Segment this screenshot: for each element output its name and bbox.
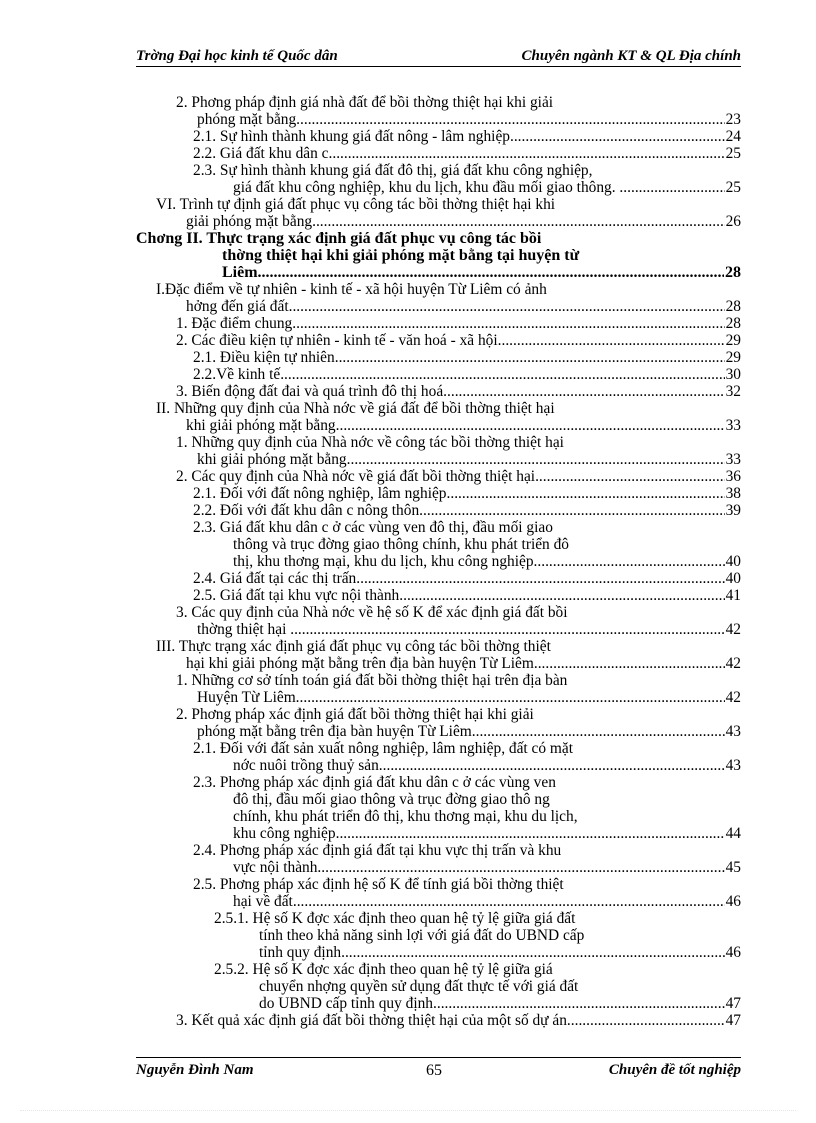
page-header xyxy=(136,48,741,68)
toc-line: vực nội thành. ..... 45 xyxy=(233,859,741,876)
toc-chapter-line: thờng thiệt hại khi giải phóng mặt bằng tại huyện từ xyxy=(222,247,580,264)
toc-line: giá đất khu công nghiệp, khu du lịch, khu đầu mối giao thông. . ..... 25 xyxy=(233,179,741,196)
toc-line: phóng mặt bằng trên địa bàn huyện Từ Liêm. ..... 43 xyxy=(197,723,741,740)
toc-line: hại khi giải phóng mặt bằng trên địa bàn huyện Từ Liêm. ..... 42 xyxy=(186,655,741,672)
toc-line: giải phóng mặt bằng. ..... 26 xyxy=(186,213,741,230)
toc-line: chuyển nhợng quyền sử dụng đất thực tế với giá đất xyxy=(259,978,579,995)
toc-line: Huyện Từ Liêm. ..... 42 xyxy=(197,689,741,706)
toc-line: III. Thực trạng xác định giá đất phục vụ công tác bồi thờng thiệt xyxy=(156,638,551,655)
footer-doc-type: Chuyên đề tốt nghiệp xyxy=(608,1062,741,1078)
toc-line: 2.5. Giá đất tại khu vực nội thành. ..... 41 xyxy=(193,587,741,604)
toc-line: 2. Các điều kiện tự nhiên - kinh tế - văn hoá - xã hội. ..... 29 xyxy=(176,332,741,349)
toc-line: nớc nuôi trồng thuỷ sản. ..... 43 xyxy=(233,757,741,774)
toc-line: 2.5.2. Hệ số K đợc xác định theo quan hệ tỷ lệ giữa giá xyxy=(214,961,553,978)
toc-line: 1. Những quy định của Nhà nớc về công tác bồi thờng thiệt hại xyxy=(176,434,564,451)
toc-line: 2.2. Giá đất khu dân c. ..... 25 xyxy=(193,145,741,162)
toc-line: hại về đất. ..... 46 xyxy=(233,893,741,910)
toc-line: phóng mặt bằng. ..... 23 xyxy=(197,111,741,128)
toc-line: thị, khu thơng mại, khu du lịch, khu công nghiệp. ..... 40 xyxy=(233,553,741,570)
toc-line: 2.1. Điều kiện tự nhiên. ..... 29 xyxy=(193,349,741,366)
page-number: 65 xyxy=(426,1062,442,1079)
toc-line: hởng đến giá đất. ..... 28 xyxy=(186,298,741,315)
toc-line: 2.2.Về kinh tế. ..... 30 xyxy=(193,366,741,383)
toc-line: II. Những quy định của Nhà nớc về giá đất để bồi thờng thiệt hại xyxy=(156,400,555,417)
toc-line: khi giải phóng mặt bằng. ..... 33 xyxy=(186,417,741,434)
header-major: Chuyên ngành KT & QL Địa chính xyxy=(521,48,741,64)
toc-line: 3. Biến động đất đai và quá trình đô thị hoá. ..... 32 xyxy=(176,383,741,400)
toc-line: 2.3. Phơng pháp xác định giá đất khu dân c ở các vùng ven xyxy=(193,774,556,791)
header-rule xyxy=(136,66,741,67)
toc-chapter-line: Liêm ..... 28 xyxy=(222,264,741,281)
toc-line: 3. Các quy định của Nhà nớc về hệ số K để xác định giá đất bồi xyxy=(176,604,568,621)
toc-line: 2.1. Đối với đất sản xuất nông nghiệp, lâm nghiệp, đất có mặt xyxy=(193,740,574,757)
toc-line: 2. Các quy định của Nhà nớc về giá đất bồi thờng thiệt hại ..... 36 xyxy=(176,468,741,485)
toc-line: tỉnh quy định. ..... 46 xyxy=(259,944,741,961)
toc-line: thờng thiệt hại . ..... 42 xyxy=(197,621,741,638)
toc-line: 2.1. Sự hình thành khung giá đất nông - lâm nghiệp. ..... 24 xyxy=(193,128,741,145)
toc-line: chính, khu phát triển đô thị, khu thơng mại, khu du lịch, xyxy=(233,808,578,825)
page-footer xyxy=(136,1062,741,1082)
toc-line: do UBND cấp tỉnh quy định. ..... 47 xyxy=(259,995,741,1012)
toc-line: 2.5. Phơng pháp xác định hệ số K để tính giá bồi thờng thiệt xyxy=(193,876,564,893)
toc-line: 2. Phơng pháp định giá nhà đất để bồi thờng thiệt hại khi giải xyxy=(176,94,554,111)
header-university: Trờng Đại học kinh tế Quốc dân xyxy=(136,48,338,64)
toc-line: thông và trục đờng giao thông chính, khu phát triển đô xyxy=(233,536,569,553)
footer-author: Nguyễn Đình Nam xyxy=(136,1062,254,1078)
toc-line: 2.1. Đối với đất nông nghiệp, lâm nghiệp. ..... 38 xyxy=(193,485,741,502)
toc-line: 2.5.1. Hệ số K đợc xác định theo quan hệ tỷ lệ giữa giá đất xyxy=(214,910,576,927)
toc-line: 2.4. Giá đất tại các thị trấn. ..... 40 xyxy=(193,570,741,587)
toc-line: 2.2. Đối với đất khu dân c nông thôn. ..... 39 xyxy=(193,502,741,519)
toc-line: 2.3. Giá đất khu dân c ở các vùng ven đô thị, đầu mối giao xyxy=(193,519,553,536)
toc-line: I.Đặc điểm về tự nhiên - kinh tế - xã hội huyện Từ Liêm có ảnh xyxy=(156,281,547,298)
toc-line: 1. Đặc điểm chung. ..... 28 xyxy=(176,315,741,332)
toc-line: 3. Kết quả xác định giá đất bồi thờng thiệt hại của một số dự án. ..... 47 xyxy=(176,1012,741,1029)
toc-line: 2.4. Phơng pháp xác định giá đất tại khu vực thị trấn và khu xyxy=(193,842,562,859)
toc-line: 2.3. Sự hình thành khung giá đất đô thị, giá đất khu công nghiệp, xyxy=(193,162,593,179)
toc-line: 1. Những cơ sở tính toán giá đất bồi thờng thiệt hại trên địa bàn xyxy=(176,672,568,689)
toc-chapter-line: Chơng II. Thực trạng xác định giá đất phục vụ công tác bồi xyxy=(136,230,542,247)
toc-line: VI. Trình tự định giá đất phục vụ công tác bồi thờng thiệt hại khi xyxy=(156,196,556,213)
toc-line: tính theo khả năng sinh lợi với giá đất do UBND cấp xyxy=(259,927,585,944)
bottom-dotted-rule xyxy=(20,1110,796,1113)
toc-line: khu công nghiệp. ..... 44 xyxy=(233,825,741,842)
toc-line: 2. Phơng pháp xác định giá đất bồi thờng thiệt hại khi giải xyxy=(176,706,534,723)
toc-line: đô thị, đầu mối giao thông và trục đờng giao thô ng xyxy=(233,791,550,808)
footer-rule xyxy=(136,1057,741,1058)
toc-line: khi giải phóng mặt bằng. ..... 33 xyxy=(197,451,741,468)
